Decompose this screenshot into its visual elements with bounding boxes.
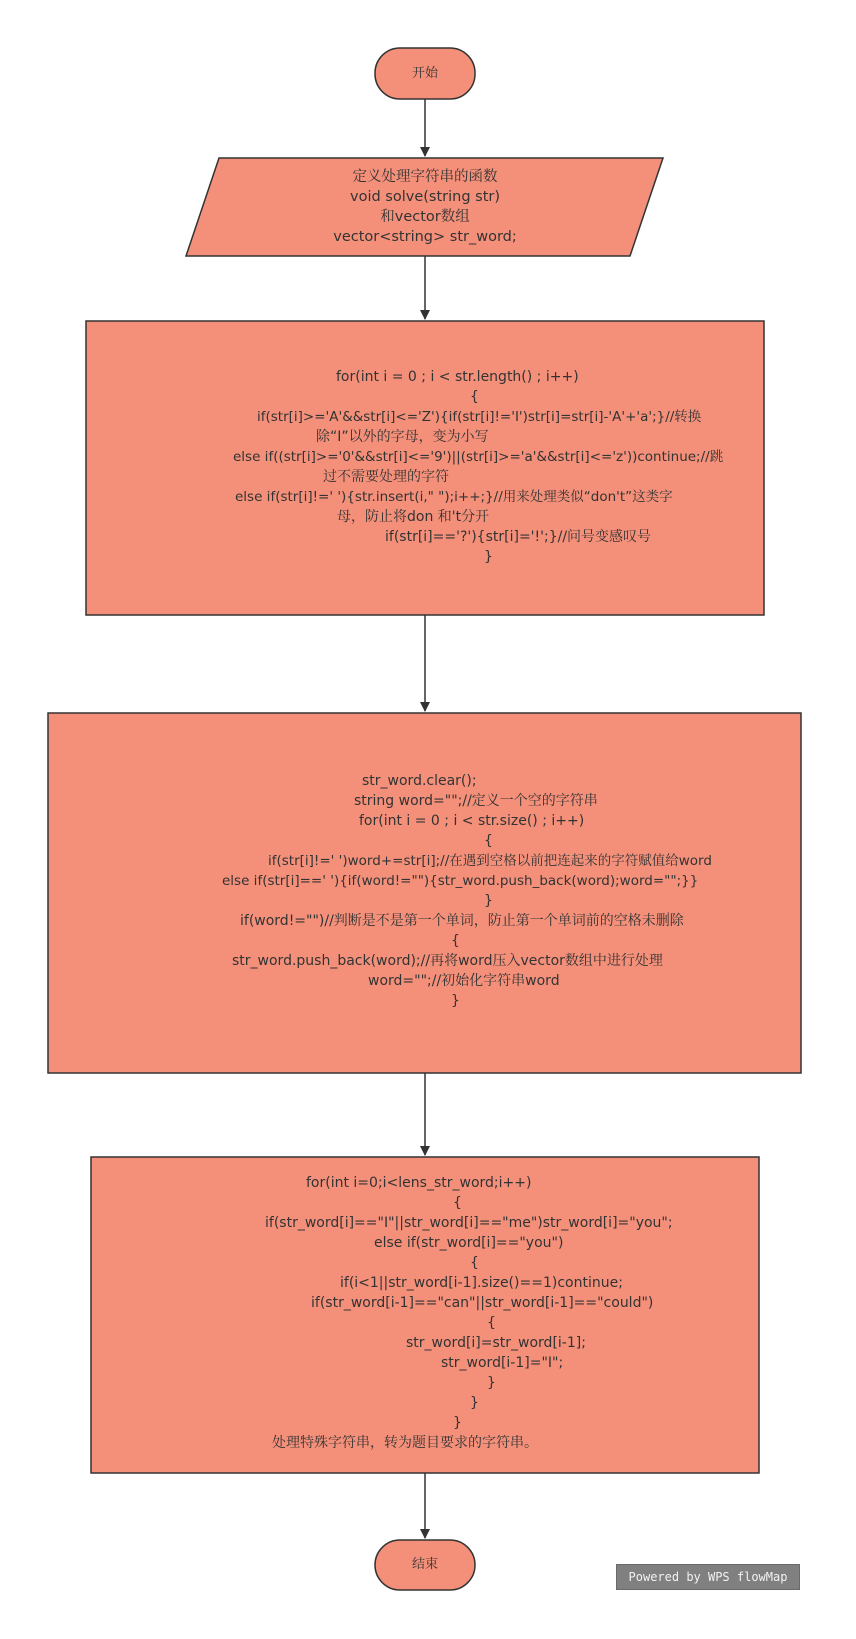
loop1-line: else if(str[i]!=' '){str.insert(i," ");i++;}//用来处理类似“don't”这类字 (235, 489, 673, 505)
split-line: string word="";//定义一个空的字符串 (354, 793, 598, 809)
define-line: 和vector数组 (380, 209, 470, 225)
loop1-line: if(str[i]=='?'){str[i]='!';}//问号变感叹号 (385, 529, 652, 545)
define-line: 定义处理字符串的函数 (352, 169, 498, 185)
split-line: str_word.clear(); (362, 773, 477, 789)
start-label: 开始 (411, 65, 438, 81)
define-line: void solve(string str) (350, 189, 500, 205)
loop1-line: { (470, 389, 479, 405)
split-line: for(int i = 0 ; i < str.size() ; i++) (359, 813, 585, 829)
split-line: } (484, 893, 493, 909)
replace-line: if(str_word[i-1]=="can"||str_word[i-1]=="could") (311, 1295, 654, 1311)
split-line: { (451, 933, 460, 949)
loop1-line: } (484, 549, 493, 565)
replace-line: } (487, 1375, 496, 1391)
replace-line: } (453, 1415, 462, 1431)
replace-line: str_word[i]=str_word[i-1]; (406, 1335, 586, 1351)
replace-line: 处理特殊字符串，转为题目要求的字符串。 (272, 1435, 538, 1451)
replace-line: { (453, 1195, 462, 1211)
split-line: else if(str[i]==' '){if(word!=""){str_word.push_back(word);word="";}} (222, 873, 699, 889)
loop1-line: 母，防止将don 和't分开 (337, 509, 490, 525)
split-node (48, 713, 801, 1073)
watermark-text: Powered by WPS flowMap (628, 1570, 788, 1584)
end-node (375, 1540, 475, 1590)
replace-line: else if(str_word[i]=="you") (374, 1235, 564, 1251)
loop1-node (86, 321, 764, 615)
replace-line: { (487, 1315, 496, 1331)
loop1-line: if(str[i]>='A'&&str[i]<='Z'){if(str[i]!='I')str[i]=str[i]-'A'+'a';}//转换 (257, 409, 702, 425)
split-line: } (451, 993, 460, 1009)
loop1-line: 除“I”以外的字母，变为小写 (316, 429, 489, 445)
split-line: word="";//初始化字符串word (368, 973, 560, 989)
end-label: 结束 (411, 1557, 438, 1572)
wps-flowmap-watermark (616, 1564, 800, 1590)
split-line: str_word.push_back(word);//再将word压入vector数组中进行处理 (232, 953, 663, 969)
split-line: { (484, 833, 493, 849)
replace-line: str_word[i-1]="I"; (441, 1355, 564, 1371)
define-line: vector<string> str_word; (333, 229, 517, 245)
replace-line: { (470, 1255, 479, 1271)
loop1-line: else if((str[i]>='0'&&str[i]<='9')||(str[i]>='a'&&str[i]<='z'))continue;//跳 (233, 449, 724, 465)
replace-line: } (470, 1395, 479, 1411)
replace-line: for(int i=0;i<lens_str_word;i++) (306, 1175, 532, 1191)
loop1-line: for(int i = 0 ; i < str.length() ; i++) (336, 369, 579, 385)
split-line: if(str[i]!=' ')word+=str[i];//在遇到空格以前把连起来的字符赋值给word (268, 853, 712, 869)
split-line: if(word!="")//判断是不是第一个单词，防止第一个单词前的空格未删除 (240, 913, 684, 929)
start-node (375, 48, 475, 99)
define-node (200, 166, 650, 248)
replace-line: if(str_word[i]=="I"||str_word[i]=="me")str_word[i]="you"; (265, 1215, 673, 1231)
loop1-line: 过不需要处理的字符 (323, 469, 449, 485)
replace-node (91, 1157, 759, 1473)
replace-line: if(i<1||str_word[i-1].size()==1)continue; (340, 1275, 623, 1291)
